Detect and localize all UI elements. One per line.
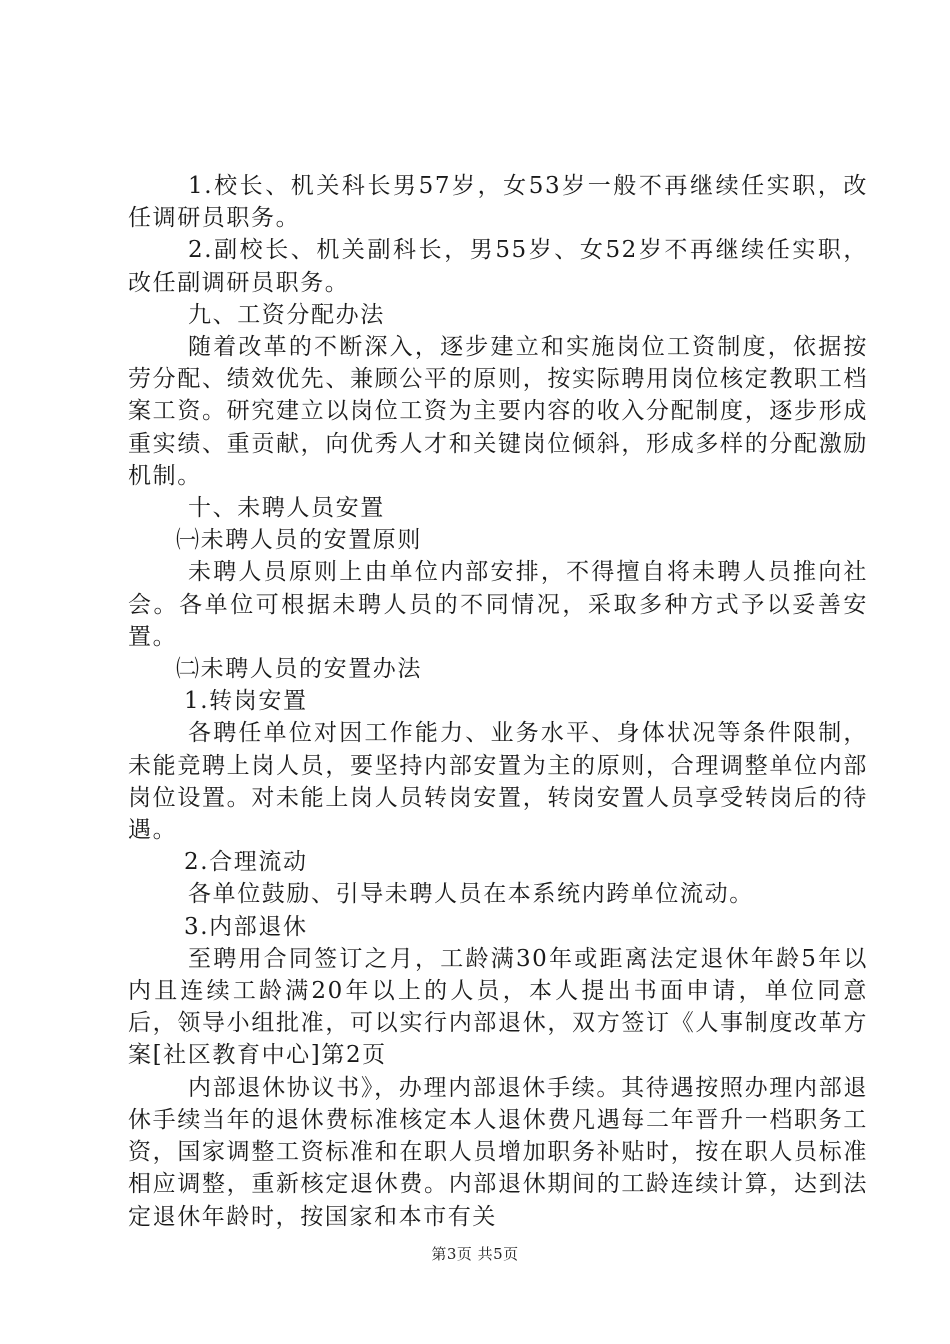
- paragraph-mobility: 各单位鼓励、引导未聘人员在本系统内跨单位流动。: [188, 881, 754, 908]
- section-heading-salary: 九、工资分配办法: [188, 301, 385, 328]
- item-heading-mobility: 2.合理流动: [184, 849, 308, 876]
- paragraph-transfer: 各聘任单位对因工作能力、业务水平、身体状况等条件限制，未能竞聘上岗人员，要坚持内部安置为主的原则，合理调整单位内部岗位设置。对未能上岗人员转岗安置，转岗安置人员享受转岗后的待遇。: [128, 720, 868, 844]
- subheading-placement-method: ㈡未聘人员的安置办法: [176, 656, 422, 683]
- paragraph-placement-principle: 未聘人员原则上由单位内部安排，不得擅自将未聘人员推向社会。各单位可根据未聘人员的不同情况，采取多种方式予以妥善安置。: [128, 559, 868, 650]
- paragraph-retirement-rule-1: 1.校长、机关科长男57岁，女53岁一般不再继续任实职，改任调研员职务。: [128, 173, 868, 232]
- subheading-placement-principle: ㈠未聘人员的安置原则: [176, 527, 422, 554]
- page-number-footer: 第3页 共5页: [431, 1245, 519, 1263]
- item-heading-internal-retirement: 3.内部退休: [184, 913, 308, 940]
- paragraph-retirement-rule-2: 2.副校长、机关副科长，男55岁、女52岁不再继续任实职，改任副调研员职务。: [128, 237, 868, 296]
- item-heading-transfer: 1.转岗安置: [184, 688, 308, 715]
- paragraph-internal-retirement: 至聘用合同签订之月，工龄满30年或距离法定退休年龄5年以内且连续工龄满20年以上的人员，本人提出书面申请，单位同意后，领导小组批准，可以实行内部退休，双方签订《人事制度改革方案[社区教育中心]第2页: [128, 945, 868, 1069]
- paragraph-internal-retirement-continued: 内部退休协议书》，办理内部退休手续。其待遇按照办理内部退休手续当年的退休费标准核定本人退休费凡遇每二年晋升一档职务工资，国家调整工资标准和在职人员增加职务补贴时，按在职人员标准相应调整，重新核定退休费。内部退休期间的工龄连续计算，达到法定退休年龄时，按国家和本市有关: [128, 1074, 868, 1230]
- paragraph-salary-method: 随着改革的不断深入，逐步建立和实施岗位工资制度，依据按劳分配、绩效优先、兼顾公平的原则，按实际聘用岗位核定教职工档案工资。研究建立以岗位工资为主要内容的收入分配制度，逐步形成重实绩、重贡献，向优秀人才和关键岗位倾斜，形成多样的分配激励机制。: [128, 334, 868, 489]
- section-heading-unemployed: 十、未聘人员安置: [188, 495, 385, 522]
- document-body: [128, 170, 868, 1233]
